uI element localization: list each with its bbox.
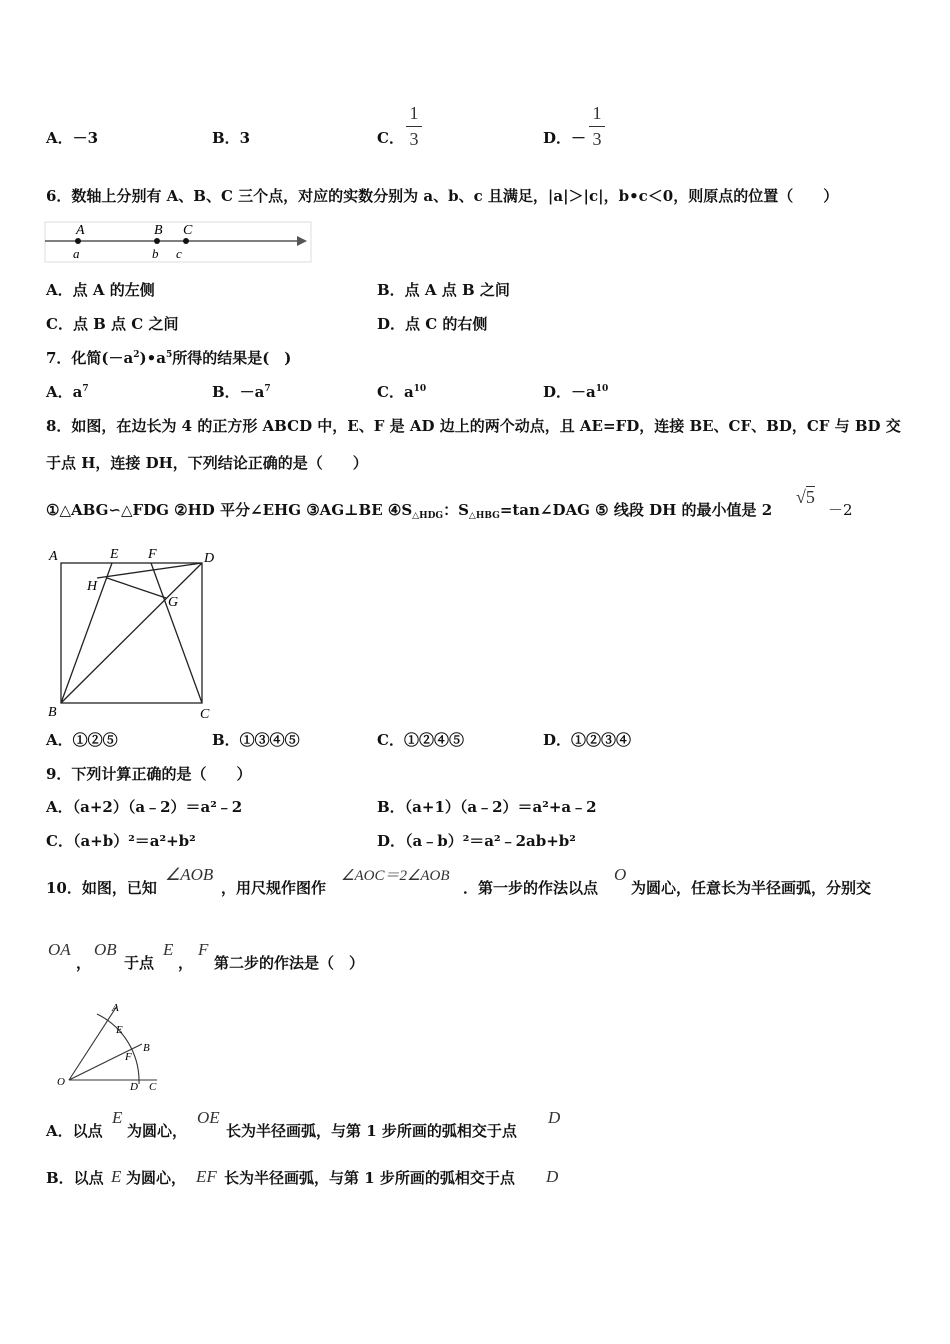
q7-stem-part2: )•a — [139, 349, 166, 367]
sqrt-symbol: √5 — [796, 487, 815, 507]
label-D: D — [130, 1081, 138, 1093]
option-text: B．－a — [212, 383, 265, 401]
label-A: A — [49, 549, 58, 564]
option-exponent: 10 — [595, 384, 609, 394]
q10-option-a-prefix: A．以点 — [46, 1122, 103, 1140]
q9-stem: 9．下列计算正确的是（ ） — [46, 765, 252, 783]
q10-option-a-mid: 为圆心， — [127, 1122, 188, 1140]
fraction-bar — [406, 126, 422, 127]
q10-stem-part4: 为圆心，任意长为半径画弧，分别交 — [631, 879, 872, 897]
q8-option-a: A．①②⑤ — [46, 731, 118, 749]
q10-option-b-prefix: B．以点 — [46, 1169, 104, 1187]
q8-minus-two: －2 — [828, 501, 853, 519]
label-G: G — [168, 595, 179, 610]
q10-stem-part5: 于点 — [124, 954, 155, 972]
label-B: B — [143, 1042, 150, 1054]
q10-option-a-math-oe: OE — [197, 1108, 220, 1127]
q6-option-d: D．点 C 的右侧 — [377, 315, 488, 333]
arrow-head — [297, 236, 307, 246]
q6-number-line-figure — [45, 222, 311, 262]
q10-math-ob: OB — [94, 940, 117, 959]
label-F: F — [148, 547, 157, 562]
conclusions-part1: ①△ABG∽△FDG ②HD 平分∠EHG ③AG⊥BE ④S — [46, 501, 413, 519]
fraction-denominator: 3 — [409, 129, 419, 149]
q10-option-b-suffix: 长为半径画弧，与第 1 步所画的弧相交于点 — [224, 1169, 515, 1187]
label-F: F — [125, 1051, 132, 1063]
q7-option-c — [377, 382, 426, 402]
q6-stem: 6．数轴上分别有 A、B、C 三个点，对应的实数分别为 a、b、c 且满足，|a|＞|c|，b•c＜0，则原点的位置（ ） — [46, 187, 839, 205]
label-A: A — [76, 223, 85, 238]
q10-option-b-math-e: E — [111, 1167, 122, 1186]
q8-option-b: B．①③④⑤ — [212, 731, 300, 749]
label-E: E — [110, 547, 119, 562]
label-C: C — [200, 707, 210, 722]
diagonal-bd — [61, 563, 202, 703]
q10-stem-part2: ，用尺规作图作 — [221, 879, 327, 897]
q9-option-b: B．（a+1）（a﹣2）＝a²+a﹣2 — [377, 798, 597, 816]
q10-option-b-mid: 为圆心， — [126, 1169, 187, 1187]
label-C: C — [149, 1081, 157, 1093]
q6-option-a: A．点 A 的左侧 — [46, 281, 155, 299]
q10-option-a-math-d: D — [548, 1108, 561, 1127]
q7-stem — [46, 348, 291, 368]
option-exponent: 7 — [82, 384, 89, 394]
q9-option-d: D．（a﹣b）²＝a²﹣2ab+b² — [377, 832, 576, 850]
q5-option-b: B．3 — [212, 129, 251, 147]
subscript-hdg: △HDG — [412, 511, 444, 521]
q9-option-a: A．（a+2）（a﹣2）＝a²﹣2 — [46, 798, 243, 816]
q10-option-a-math-e: E — [112, 1108, 123, 1127]
label-O: O — [57, 1076, 65, 1088]
q10-stem-part3: ．第一步的作法以点 — [463, 879, 599, 897]
option-text: D．－a — [543, 383, 596, 401]
q7-stem-part1: 7．化简(－a — [46, 349, 134, 367]
label-c: c — [176, 246, 182, 261]
option-text: A．a — [46, 383, 83, 401]
q7-exponent-1: 2 — [133, 350, 140, 360]
label-a: a — [73, 246, 80, 261]
point-a — [75, 238, 81, 244]
ray-oa — [69, 1006, 117, 1080]
q10-math-angle-aob: ∠AOB — [165, 865, 214, 884]
label-B: B — [154, 223, 163, 238]
segment-hd — [97, 563, 202, 578]
q10-option-b-math-d: D — [546, 1167, 559, 1186]
q10-math-f: F — [198, 940, 209, 959]
q10-angle-figure — [45, 998, 165, 1094]
label-A: A — [112, 1002, 119, 1014]
option-text: C．a — [377, 383, 414, 401]
segment-cf — [151, 563, 202, 703]
q10-math-angle-aoc: ∠AOC＝2∠AOB — [341, 868, 450, 884]
label-D: D — [204, 551, 215, 566]
q5-option-a: A．－3 — [46, 129, 99, 147]
q10-option-a-suffix: 长为半径画弧，与第 1 步所画的弧相交于点 — [226, 1122, 517, 1140]
q10-stem-part6: 第二步的作法是（ ） — [214, 954, 365, 972]
q7-exponent-2: 5 — [165, 350, 173, 360]
fraction-denominator: 3 — [592, 129, 602, 149]
q10-math-e: E — [163, 940, 174, 959]
q7-option-b — [212, 382, 271, 402]
fraction-bar — [589, 126, 605, 127]
q8-stem-line2: 于点 H，连接 DH，下列结论正确的是（ ） — [46, 454, 368, 472]
label-E: E — [116, 1024, 123, 1036]
conclusions-part3: =tan∠DAG ⑤ 线段 DH 的最小值是 2 — [499, 501, 773, 519]
q9-option-c: C．（a+b）²＝a²+b² — [46, 832, 196, 850]
sqrt-radicand: 5 — [805, 487, 815, 507]
conclusions-part2: ：S — [443, 501, 469, 519]
q10-math-o: O — [614, 865, 627, 884]
q10-stem-part1: 10．如图，已知 — [46, 879, 157, 897]
option-exponent: 7 — [264, 384, 271, 394]
q8-conclusions — [46, 500, 772, 520]
q7-option-d — [543, 382, 608, 402]
q8-stem-line1: 8．如图，在边长为 4 的正方形 ABCD 中，E、F 是 AD 边上的两个动点，且 AE=FD，连接 BE、CF、BD，CF 与 BD 交 — [46, 417, 901, 435]
q8-square-figure — [45, 542, 225, 722]
q7-option-a — [46, 382, 89, 402]
q8-option-d: D．①②③④ — [543, 731, 632, 749]
q6-option-c: C．点 B 点 C 之间 — [46, 315, 179, 333]
q7-stem-part3: 所得的结果是( ) — [172, 349, 292, 367]
point-b — [154, 238, 160, 244]
q5-option-c-fraction — [406, 103, 422, 150]
q6-option-b: B．点 A 点 B 之间 — [377, 281, 510, 299]
label-C: C — [183, 223, 193, 238]
q10-separator-2: ， — [178, 954, 194, 972]
q10-separator-1: ， — [76, 954, 92, 972]
point-c — [183, 238, 189, 244]
q5-option-d-prefix: D．－ — [543, 129, 587, 147]
fraction-numerator: 1 — [409, 103, 419, 123]
q5-option-c-prefix: C． — [377, 129, 404, 147]
label-b: b — [152, 246, 159, 261]
fraction-numerator: 1 — [592, 103, 602, 123]
q5-option-d-fraction — [589, 103, 605, 150]
subscript-hbg: △HBG — [468, 511, 500, 521]
label-B: B — [48, 705, 57, 720]
option-exponent: 10 — [413, 384, 427, 394]
q10-option-b-math-ef: EF — [196, 1167, 217, 1186]
q8-option-c: C．①②④⑤ — [377, 731, 464, 749]
label-H: H — [87, 579, 98, 594]
q10-math-oa: OA — [48, 940, 71, 959]
